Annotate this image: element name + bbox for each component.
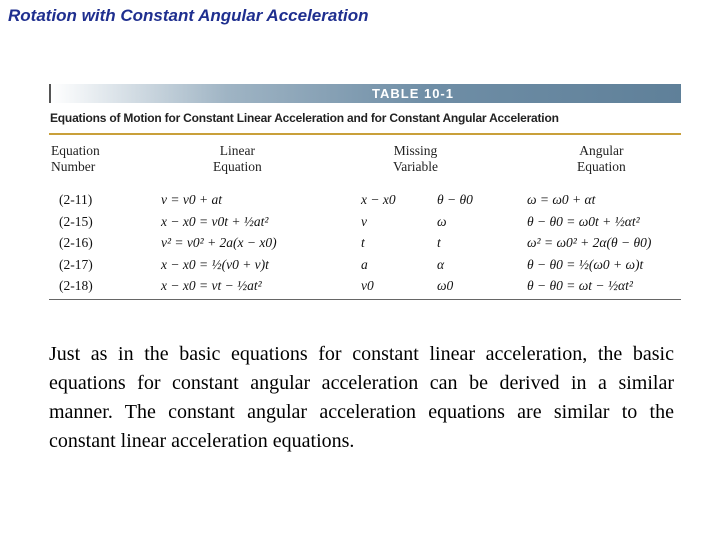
row-missing-linear: t (361, 235, 365, 250)
slide-title: Rotation with Constant Angular Acceleration (8, 6, 369, 25)
row-linear-equation: v² = v0² + 2a(x − x0) (161, 235, 277, 250)
row-missing-angular: ω (437, 214, 447, 229)
body-paragraph: Just as in the basic equations for constant linear acceleration, the basic equations for constant angular acceleration can be derived in a similar manner. The constant angular acceleration equations are similar to the constant linear acceleration equations. (49, 343, 674, 452)
header-line: Equation (51, 143, 100, 158)
table-bottom-divider (49, 299, 681, 300)
row-angular-equation: ω = ω0 + αt (527, 192, 596, 207)
row-number: (2-15) (59, 214, 93, 229)
row-missing-angular: θ − θ0 (437, 192, 473, 207)
caption-divider (49, 133, 681, 135)
row-missing-linear: v0 (361, 278, 374, 293)
header-equation-number (51, 143, 100, 175)
row-linear-equation: x − x0 = vt − ½at² (161, 278, 262, 293)
table-caption: Equations of Motion for Constant Linear Acceleration and for Constant Angular Acceleration (50, 111, 559, 125)
row-linear-equation: x − x0 = ½(v0 + v)t (161, 257, 269, 272)
row-angular-equation: θ − θ0 = ½(ω0 + ω)t (527, 257, 644, 272)
row-missing-linear: v (361, 214, 367, 229)
row-angular-equation: θ − θ0 = ωt − ½αt² (527, 278, 633, 293)
row-number: (2-16) (59, 235, 93, 250)
row-missing-linear: x − x0 (361, 192, 396, 207)
row-number: (2-17) (59, 257, 93, 272)
header-line: Angular (579, 143, 624, 158)
row-angular-equation: ω² = ω0² + 2α(θ − θ0) (527, 235, 652, 250)
row-missing-angular: α (437, 257, 445, 272)
row-number: (2-18) (59, 278, 93, 293)
header-line: Equation (577, 159, 626, 174)
header-line: Linear (219, 143, 255, 158)
equations-table (49, 84, 681, 302)
header-linear-equation (213, 143, 262, 175)
row-linear-equation: x − x0 = v0t + ½at² (161, 214, 269, 229)
row-missing-linear: a (361, 257, 368, 272)
header-line: Missing (393, 143, 438, 158)
header-missing-variable (393, 143, 438, 175)
row-missing-angular: t (437, 235, 441, 250)
row-missing-angular: ω0 (437, 278, 454, 293)
header-angular-equation (577, 143, 626, 175)
row-number: (2-11) (59, 192, 93, 207)
table-banner (49, 84, 681, 103)
table-banner-label: TABLE 10-1 (372, 86, 454, 101)
row-linear-equation: v = v0 + at (161, 192, 222, 207)
header-line: Variable (393, 159, 438, 174)
header-line: Number (51, 159, 96, 174)
row-angular-equation: θ − θ0 = ω0t + ½αt² (527, 214, 640, 229)
header-line: Equation (213, 159, 262, 174)
